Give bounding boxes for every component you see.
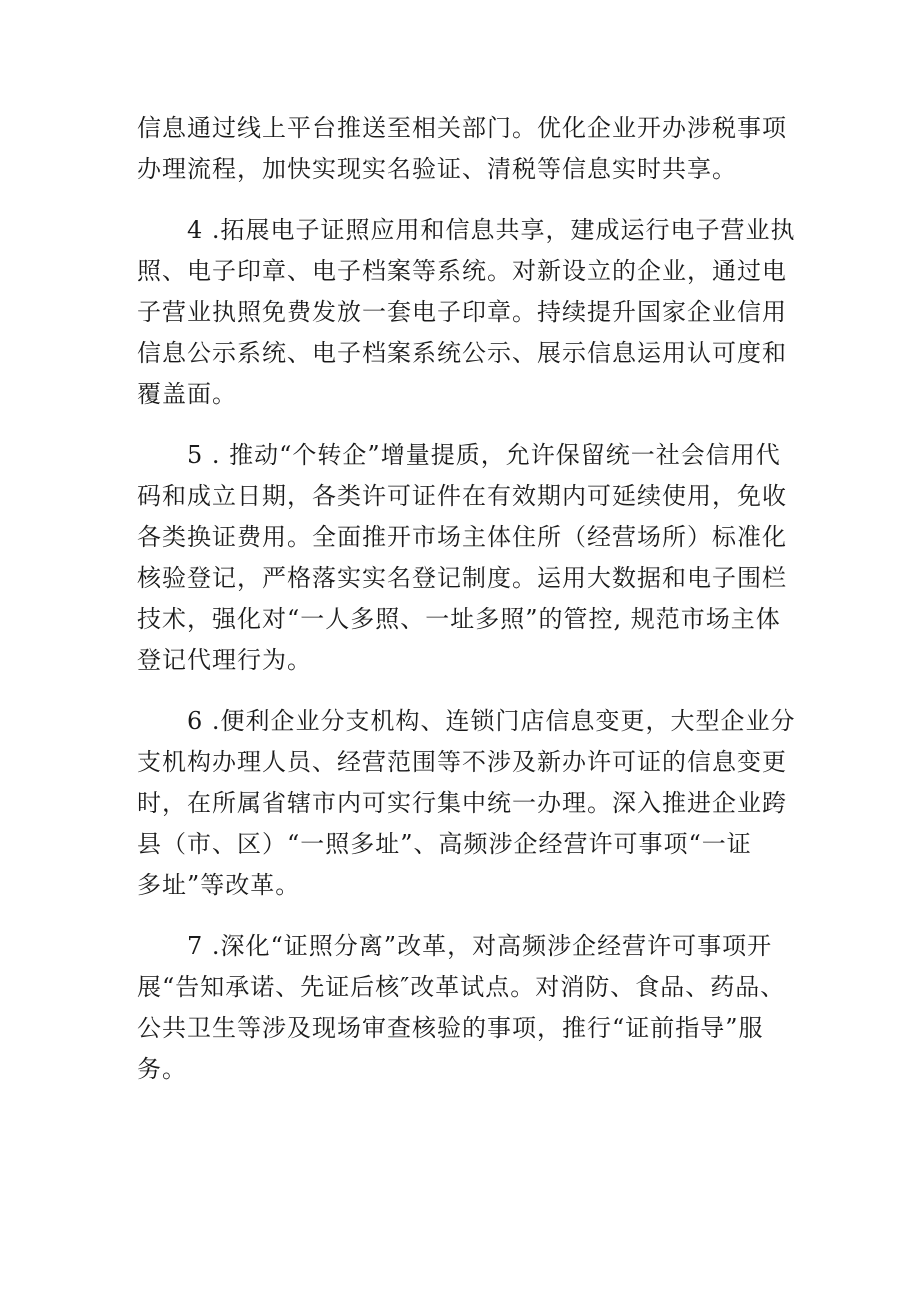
text-line: 7 .深化“证照分离”改革，对高频涉企经营许可事项开 [187, 932, 773, 960]
text-line: 各类换证费用。全面推开市场主体住所（经营场所）标准化 [137, 523, 787, 551]
text-line: 信息通过线上平台推送至相关部门。优化企业开办涉税事项 [137, 114, 787, 142]
text-line: 覆盖面。 [137, 380, 237, 408]
text-line: 支机构办理人员、经营范围等不涉及新办许可证的信息变更 [137, 748, 787, 776]
text-line: 码和成立日期，各类许可证件在有效期内可延续使用，免收 [137, 482, 787, 510]
paragraph-intro-continuation [137, 108, 797, 190]
text-line: 展“告知承诺、先证后核″改革试点。对消防、食品、药品、 [137, 973, 786, 1001]
text-line: 信息公示系统、电子档案系统公示、展示信息运用认可度和 [137, 339, 787, 367]
paragraph-item-5 [137, 435, 797, 681]
text-line: 公共卫生等涉及现场审查核验的事项，推行“证前指导”服 [137, 1014, 764, 1042]
paragraph-item-4 [137, 210, 797, 415]
text-line: 照、电子印章、电子档案等系统。对新设立的企业，通过电 [137, 257, 787, 285]
document-body [137, 108, 797, 1110]
text-line: 时，在所属省辖市内可实行集中统一办理。深入推进企业跨 [137, 789, 787, 817]
text-line: 子营业执照免费发放一套电子印章。持续提升国家企业信用 [137, 298, 787, 326]
text-line: 多址”等改革。 [137, 871, 301, 899]
text-line: 务。 [137, 1055, 187, 1083]
text-line: 技术，强化对“一人多照、一址多照”的管控, 规范市场主体 [137, 605, 781, 633]
text-line: 登记代理行为。 [137, 646, 312, 674]
text-line: 办理流程，加快实现实名验证、清税等信息实时共享。 [137, 155, 737, 183]
paragraph-item-6 [137, 701, 797, 906]
text-line: 核验登记，严格落实实名登记制度。运用大数据和电子围栏 [137, 564, 787, 592]
text-line: 县（市、区）“一照多址”、高频涉企经营许可事项“一证 [137, 830, 752, 858]
text-line: 5 . 推动“个转企”增量提质，允许保留统一社会信用代 [187, 441, 781, 469]
text-line: 6 .便利企业分支机构、连锁门店信息变更，大型企业分 [187, 707, 796, 735]
text-line: 4 .拓展电子证照应用和信息共享，建成运行电子营业执 [187, 216, 796, 244]
paragraph-item-7 [137, 926, 797, 1090]
